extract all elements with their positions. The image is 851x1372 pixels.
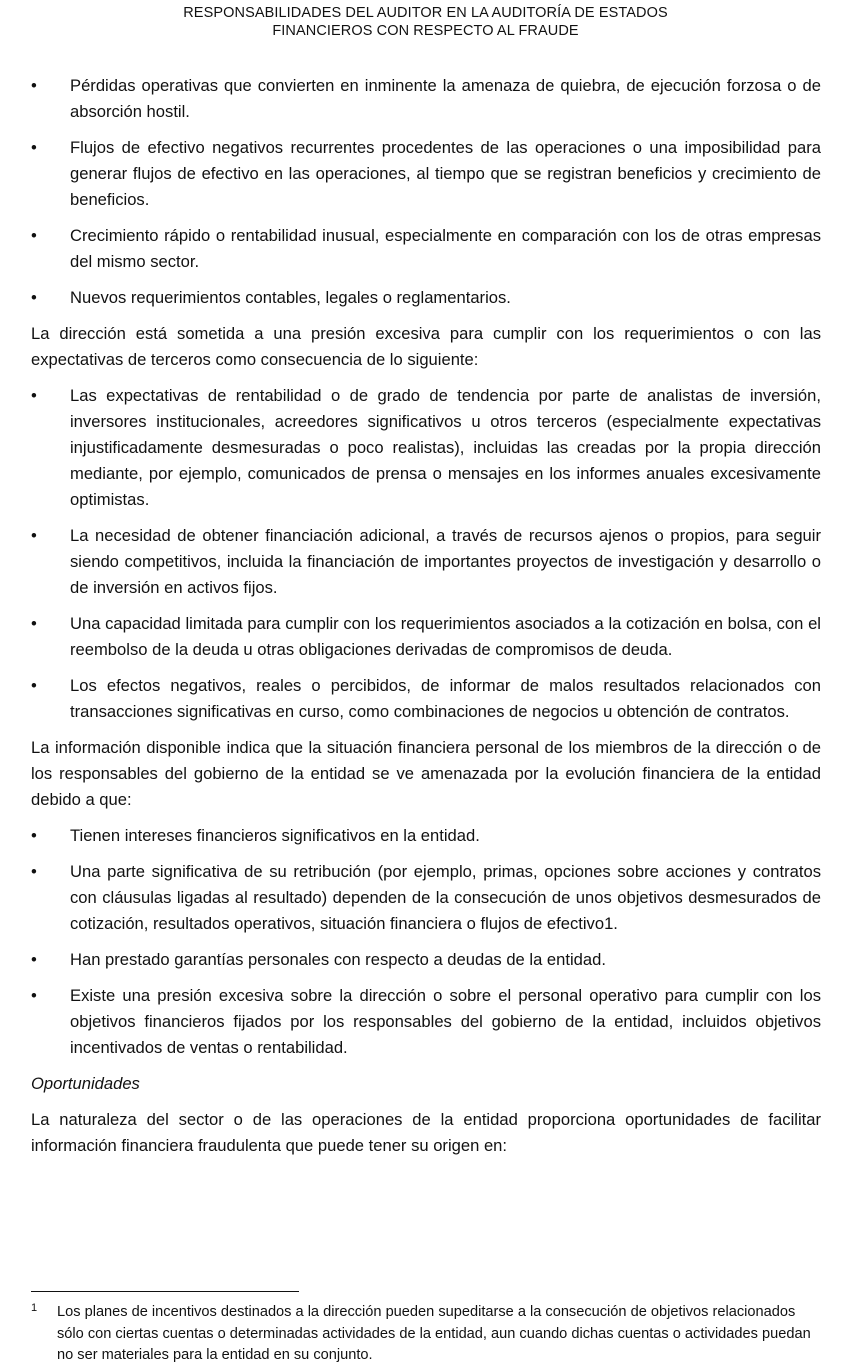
page-header [0, 4, 851, 40]
list-item-text: Pérdidas operativas que convierten en inminente la amenaza de quiebra, de ejecución forzosa o de absorción hostil. [70, 76, 821, 121]
list-item-text: La necesidad de obtener financiación adicional, a través de recursos ajenos o propios, para seguir siendo competitivos, incluida la financiación de importantes proyectos de investigación y desarrollo o de inversión en activos fijos. [70, 526, 821, 597]
list-item [31, 859, 821, 937]
bullet-marker: • [31, 288, 37, 307]
footnote-text: Los planes de incentivos destinados a la dirección pueden supeditarse a la consecución de objetivos relacionados sólo con ciertas cuentas o determinadas actividades de la entidad, aun cuando dichas cuentas o actividades puedan no ser materiales para la entidad en su conjunto. [57, 1304, 811, 1363]
list-item-text: Crecimiento rápido o rentabilidad inusual, especialmente en comparación con los de otras empresas del mismo sector. [70, 226, 821, 271]
bullet-marker: • [31, 986, 37, 1005]
bullet-marker: • [31, 826, 37, 845]
bullet-marker: • [31, 862, 37, 881]
section-heading-oportunidades: Oportunidades [31, 1074, 140, 1093]
list-item-text: Los efectos negativos, reales o percibidos, de informar de malos resultados relacionados con transacciones significativas en curso, como combinaciones de negocios u obtención de contratos. [70, 676, 821, 721]
bullet-marker: • [31, 386, 37, 405]
list-item [31, 823, 821, 849]
bullet-marker: • [31, 138, 37, 157]
list-item-text: Nuevos requerimientos contables, legales o reglamentarios. [70, 288, 511, 307]
list-item [31, 523, 821, 601]
paragraph-opportunities: La naturaleza del sector o de las operaciones de la entidad proporciona oportunidades de facilitar información financiera fraudulenta que puede tener su origen en: [31, 1110, 821, 1155]
bullet-marker: • [31, 676, 37, 695]
header-line-2: FINANCIEROS CON RESPECTO AL FRAUDE [272, 23, 579, 39]
list-item [31, 983, 821, 1061]
list-item [31, 611, 821, 663]
list-item [31, 223, 821, 275]
list-item-text: Una parte significativa de su retribución (por ejemplo, primas, opciones sobre acciones y contratos con cláusulas ligadas al resultado) dependen de la consecución de unos objetivos desmesurados de cotización, resultados operativos, situación financiera o flujos de efectivo1. [70, 862, 821, 933]
bullet-marker: • [31, 76, 37, 95]
bullet-marker: • [31, 226, 37, 245]
footnote-separator [31, 1291, 299, 1292]
list-item [31, 285, 821, 311]
bullet-marker: • [31, 950, 37, 969]
list-item [31, 73, 821, 125]
bullet-marker: • [31, 526, 37, 545]
list-item-text: Una capacidad limitada para cumplir con los requerimientos asociados a la cotización en bolsa, con el reembolso de la deuda u otras obligaciones derivadas de compromisos de deuda. [70, 614, 821, 659]
list-item [31, 673, 821, 725]
list-item [31, 383, 821, 513]
list-item-text: Existe una presión excesiva sobre la dirección o sobre el personal operativo para cumplir con los objetivos financieros fijados por los responsables del gobierno de la entidad, incluidos objetivos incentivados de ventas o rentabilidad. [70, 986, 821, 1057]
list-item [31, 135, 821, 213]
list-item-text: Tienen intereses financieros significativos en la entidad. [70, 826, 480, 845]
list-item-text: Han prestado garantías personales con respecto a deudas de la entidad. [70, 950, 606, 969]
list-item [31, 947, 821, 973]
paragraph-personal-financial-situation: La información disponible indica que la situación financiera personal de los miembros de la dirección o de los responsables del gobierno de la entidad se ve amenazada por la evolución financiera de la entidad debido a que: [31, 738, 821, 809]
list-item-text: Flujos de efectivo negativos recurrentes procedentes de las operaciones o una imposibilidad para generar flujos de efectivo en las operaciones, al tiempo que se registran beneficios y crecimiento de beneficios. [70, 138, 821, 209]
footnote-marker: 1 [31, 1302, 38, 1314]
list-item-text: Las expectativas de rentabilidad o de grado de tendencia por parte de analistas de inversión, inversores institucionales, acreedores significativos u otros terceros (especialmente expectativas injustificadamente desmesuradas o poco realistas), incluidas las creadas por la propia dirección mediante, por ejemplo, comunicados de prensa o mensajes en los informes anuales excesivamente optimistas. [70, 386, 821, 509]
paragraph-management-pressure: La dirección está sometida a una presión excesiva para cumplir con los requerimientos o con las expectativas de terceros como consecuencia de lo siguiente: [31, 324, 821, 369]
header-line-1: RESPONSABILIDADES DEL AUDITOR EN LA AUDITORÍA DE ESTADOS [183, 5, 668, 21]
document-body [31, 73, 821, 1169]
bullet-marker: • [31, 614, 37, 633]
footnote [31, 1302, 821, 1367]
